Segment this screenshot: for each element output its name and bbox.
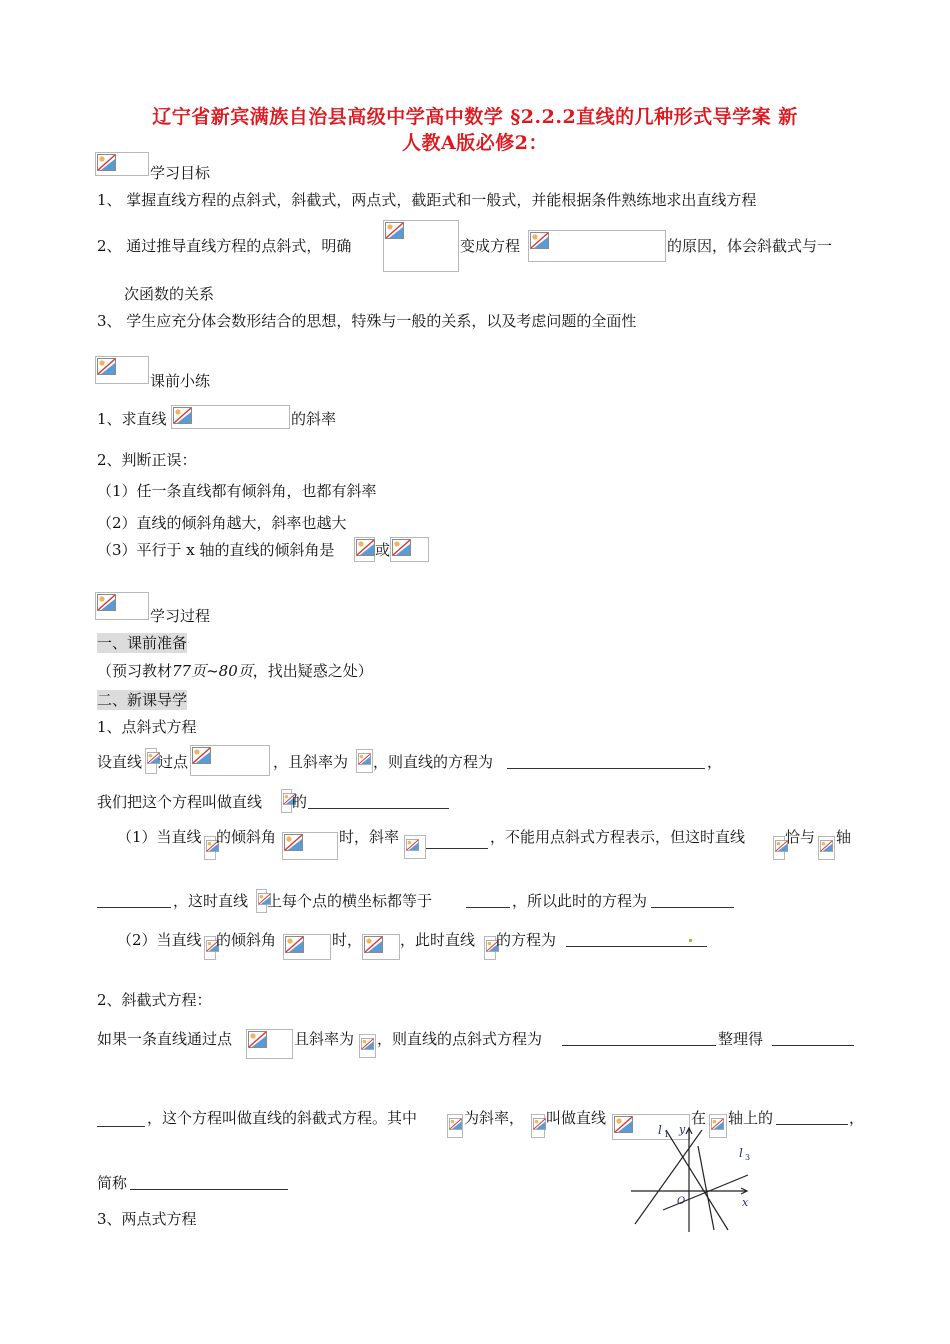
formula-image: [204, 836, 216, 860]
preclass-q2-2: （2）直线的倾斜角越大，斜率也越大: [97, 514, 347, 532]
formula-image: [204, 936, 216, 960]
formula-image: [256, 889, 267, 913]
formula-image: [354, 537, 375, 562]
broken-image-icon: [385, 222, 404, 239]
broken-image-icon: [364, 936, 383, 953]
note-suffix: ，找出疑惑之处）: [252, 662, 373, 680]
formula-image: [145, 748, 157, 774]
broken-image-icon: [284, 834, 303, 851]
si-line1-c: ，则直线的点斜式方程为: [377, 1030, 543, 1048]
formula-image: [818, 836, 835, 860]
ps-case1-i: ，所以此时的方程为: [512, 892, 648, 910]
page-title-line2: 人教A版必修2：: [402, 132, 548, 154]
part-1-heading: 一、课前准备: [97, 634, 188, 652]
formula-image: [383, 220, 459, 272]
broken-image-icon: [820, 838, 833, 854]
broken-image-icon: [356, 539, 375, 556]
blank-line: [308, 808, 449, 809]
formula-image: [359, 1034, 376, 1058]
ps-case2-d: ，此时直线: [400, 931, 476, 949]
formula-image: [484, 936, 496, 960]
broken-image-icon: [285, 936, 304, 953]
formula-image: [773, 836, 785, 860]
label-origin: O: [677, 1196, 686, 1207]
blank-line: [130, 1189, 288, 1190]
point-slope-heading: 1、点斜式方程: [97, 718, 197, 736]
ps-line1-d: ，则直线的方程为: [373, 753, 494, 771]
blank-line: [566, 946, 707, 947]
label-l1: l: [658, 1123, 662, 1137]
si-line2-a: ，这个方程叫做直线的斜截式方程。其中: [147, 1109, 418, 1127]
formula-image: [447, 1114, 463, 1138]
formula-image: [190, 745, 270, 776]
ps-case1-g: ，这时直线: [173, 892, 249, 910]
broken-image-icon: [248, 1031, 267, 1048]
formula-image: [404, 835, 426, 859]
ps-case1-a: （1）当直线: [117, 828, 202, 846]
si-line1-d: 整理得: [718, 1030, 764, 1048]
line-l1: [666, 1130, 728, 1230]
blank-line: [97, 1126, 145, 1127]
si-line1-a: 如果一条直线通过点: [97, 1030, 233, 1048]
coordinate-figure: [628, 1118, 756, 1234]
blank-line: [772, 1045, 854, 1046]
ps-case1-e: 恰与: [785, 828, 816, 846]
goal-3: 3、 学生应充分体会数形结合的思想，特殊与一般的关系，以及考虑问题的全面性: [97, 312, 637, 330]
goal-2-text-c: 的原因，体会斜截式与一: [667, 237, 833, 255]
goal-2-text-d: 次函数的关系: [124, 285, 215, 303]
part-1-note: [97, 661, 373, 681]
broken-image-icon: [406, 837, 419, 853]
formula-image: [281, 789, 292, 813]
broken-image-icon: [449, 1116, 462, 1132]
label-l3-sub: 3: [745, 1153, 751, 1162]
si-line2-d: 在: [691, 1109, 707, 1127]
blank-line: [466, 907, 510, 908]
process-heading: 学习过程: [150, 607, 211, 625]
blank-line: [651, 907, 734, 908]
section-icon-image: [95, 152, 149, 176]
ps-case1-f: 轴: [836, 828, 852, 846]
broken-image-icon: [361, 1036, 374, 1052]
broken-image-icon: [192, 747, 211, 764]
broken-image-icon: [97, 154, 116, 171]
formula-image: [283, 934, 331, 960]
ps-line1-a: 设直线: [97, 753, 143, 771]
formula-image: [171, 405, 290, 429]
goal-2-text-b: 变成方程: [460, 237, 521, 255]
goals-heading: 学习目标: [150, 164, 211, 182]
section-icon-image: [95, 592, 149, 620]
si-line2-c: 叫做直线: [546, 1109, 607, 1127]
formula-image: [390, 537, 429, 562]
label-l3: l: [739, 1146, 743, 1160]
blank-line: [426, 848, 488, 849]
blank-line: [97, 907, 171, 908]
preclass-q2-1: （1）任一条直线都有倾斜角，也都有斜率: [97, 482, 377, 500]
ps-line1-c: ，且斜率为: [273, 753, 349, 771]
note-pages: 77页~80页: [172, 662, 253, 680]
part-2-heading: 二、新课导学: [97, 691, 188, 709]
ps-case1-h: 上每个点的横坐标都等于: [267, 892, 433, 910]
ps-line2-a: 我们把这个方程叫做直线: [97, 793, 263, 811]
ps-line1-b: 过点: [158, 753, 189, 771]
preclass-q2-3-b: 或: [375, 541, 391, 559]
ps-case1-c: 时，斜率: [339, 828, 400, 846]
line-l2: [635, 1130, 702, 1224]
line-l3: [663, 1175, 748, 1210]
broken-image-icon: [530, 232, 549, 249]
blank-line: [562, 1045, 716, 1046]
blank-line: [507, 768, 705, 769]
preclass-q2: 2、判断正误：: [97, 451, 197, 469]
page-title-line1: 辽宁省新宾满族自治县高级中学高中数学 §2.2.2直线的几种形式导学案 新: [152, 106, 798, 128]
dot-mark: [689, 939, 692, 942]
ps-case2-a: （2）当直线: [117, 931, 202, 949]
section-icon-image: [95, 356, 149, 384]
preclass-q2-3-a: （3）平行于 x 轴的直线的倾斜角是: [97, 541, 335, 559]
label-l1-sub: 1: [664, 1130, 670, 1139]
two-point-heading: 3、两点式方程: [97, 1210, 197, 1228]
preclass-q1-b: 的斜率: [291, 410, 337, 428]
ps-case1-b: 的倾斜角: [216, 828, 277, 846]
ps-line2-b: 的: [292, 793, 308, 811]
si-line2-b: 为斜率，: [464, 1109, 525, 1127]
ps-line1-e: ，: [707, 753, 723, 771]
label-x: x: [742, 1196, 749, 1209]
blank-line: [776, 1124, 848, 1125]
goal-2-text-a: 2、 通过推导直线方程的点斜式，明确: [97, 237, 352, 255]
label-y: y: [679, 1123, 686, 1136]
broken-image-icon: [533, 1116, 546, 1132]
broken-image-icon: [173, 407, 192, 424]
goal-1: 1、 掌握直线方程的点斜式，斜截式，两点式，截距式和一般式，并能根据条件熟练地求出直线方程: [97, 191, 757, 209]
line-l4: [698, 1146, 714, 1230]
si-line2-e: 轴上的: [728, 1109, 774, 1127]
slope-intercept-heading: 2、斜截式方程：: [97, 991, 212, 1009]
broken-image-icon: [358, 751, 371, 767]
si-line2-f: ，: [849, 1109, 865, 1127]
formula-image: [528, 230, 666, 262]
ps-case1-d: ，不能用点斜式方程表示，但这时直线: [490, 828, 746, 846]
ps-case2-c: 时，: [332, 931, 363, 949]
formula-image: [282, 832, 338, 860]
broken-image-icon: [97, 358, 116, 375]
broken-image-icon: [97, 594, 116, 611]
ps-case2-b: 的倾斜角: [216, 931, 277, 949]
broken-image-icon: [392, 539, 411, 556]
preclass-q1-a: 1、求直线: [97, 410, 167, 428]
formula-image: [362, 934, 400, 960]
formula-image: [531, 1114, 545, 1138]
si-line3: 简称: [97, 1174, 128, 1192]
note-prefix: （预习教材: [97, 662, 173, 680]
formula-image: [356, 749, 373, 773]
formula-image: [246, 1029, 293, 1059]
ps-case2-e: 的方程为: [496, 931, 557, 949]
si-line1-b: 且斜率为: [294, 1030, 355, 1048]
preclass-heading: 课前小练: [150, 372, 211, 390]
